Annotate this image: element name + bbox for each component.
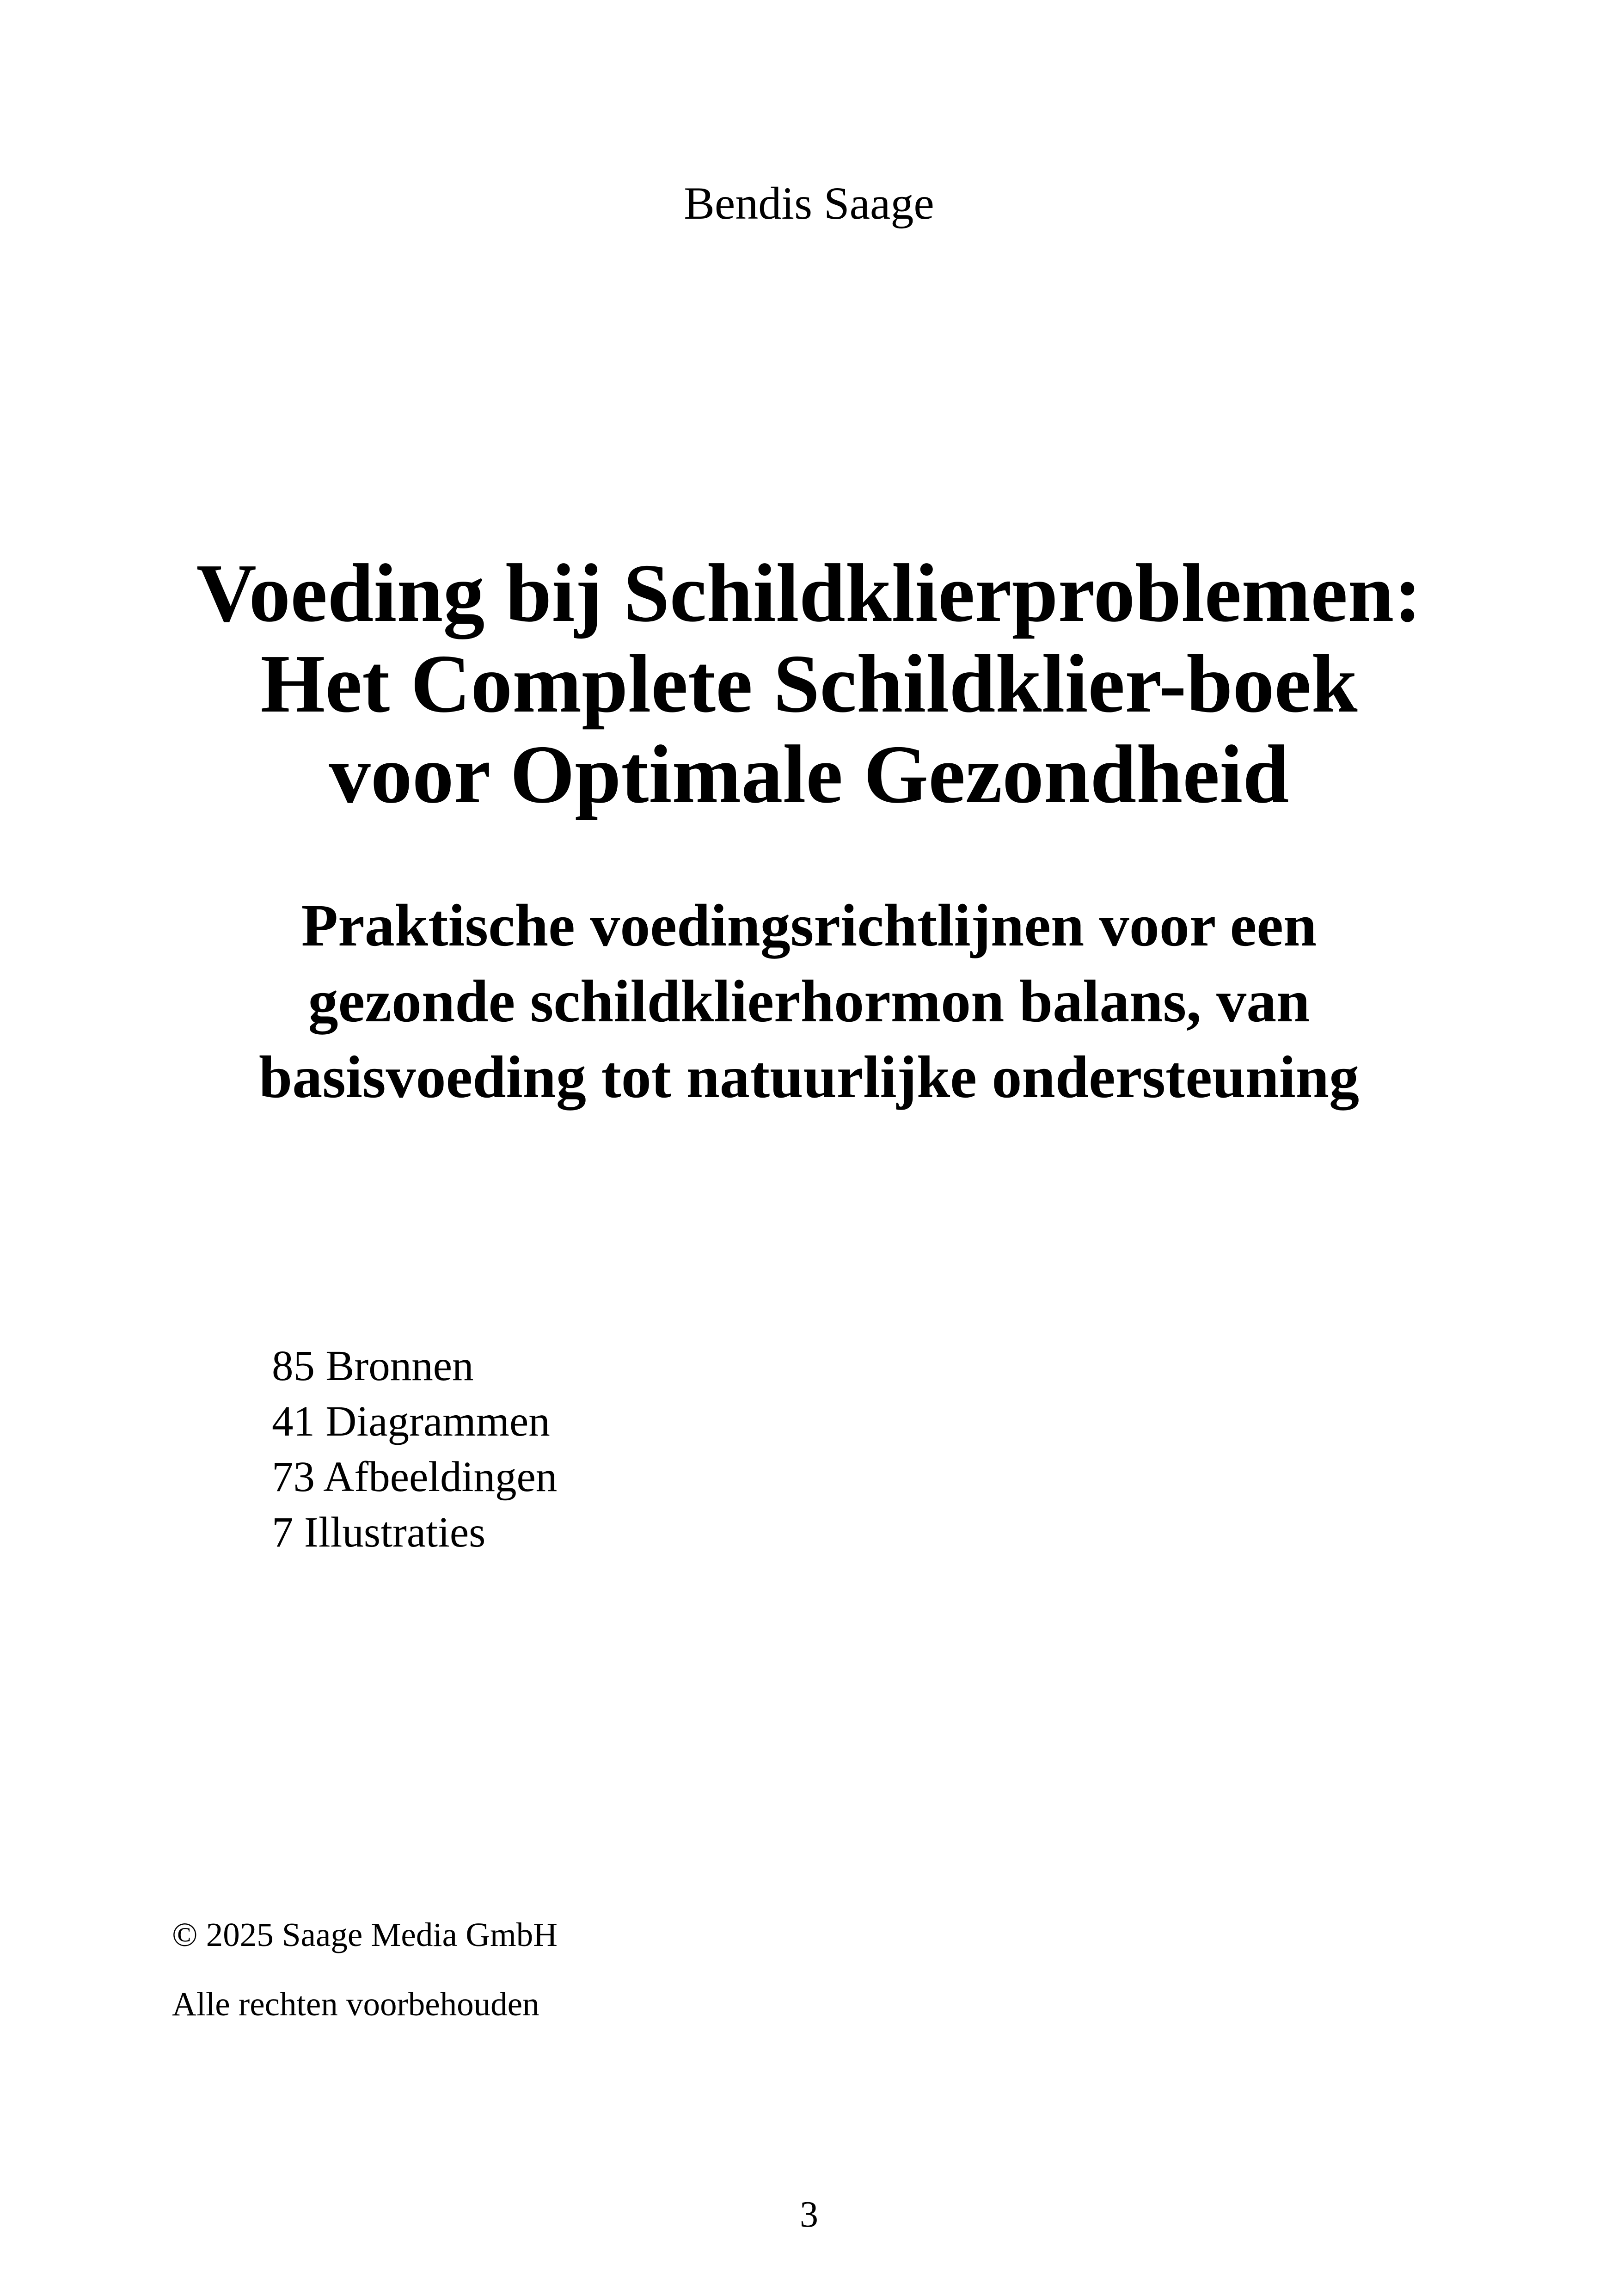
copyright-notice: © 2025 Saage Media GmbH bbox=[172, 1916, 558, 1953]
stat-sources: 85 Bronnen bbox=[272, 1342, 474, 1390]
title-line: voor Optimale Gezondheid bbox=[329, 728, 1289, 820]
stat-illustrations: 7 Illustraties bbox=[272, 1509, 486, 1556]
book-title bbox=[0, 548, 1618, 820]
content-stats bbox=[272, 1338, 557, 1560]
author-name: Bendis Saage bbox=[684, 178, 934, 229]
title-line: Het Complete Schildklier-boek bbox=[260, 638, 1358, 730]
stat-images: 73 Afbeeldingen bbox=[272, 1453, 558, 1501]
page-number: 3 bbox=[800, 2194, 818, 2235]
subtitle-line: basisvoeding tot natuurlijke ondersteuning bbox=[258, 1044, 1360, 1111]
subtitle-line: Praktische voedingsrichtlijnen voor een bbox=[301, 892, 1317, 959]
stat-diagrams: 41 Diagrammen bbox=[272, 1398, 550, 1445]
title-line: Voeding bij Schildklierproblemen: bbox=[196, 547, 1422, 639]
rights-notice: Alle rechten voorbehouden bbox=[172, 1985, 539, 2023]
book-subtitle bbox=[0, 888, 1618, 1115]
subtitle-line: gezonde schildklierhormon balans, van bbox=[308, 968, 1310, 1035]
